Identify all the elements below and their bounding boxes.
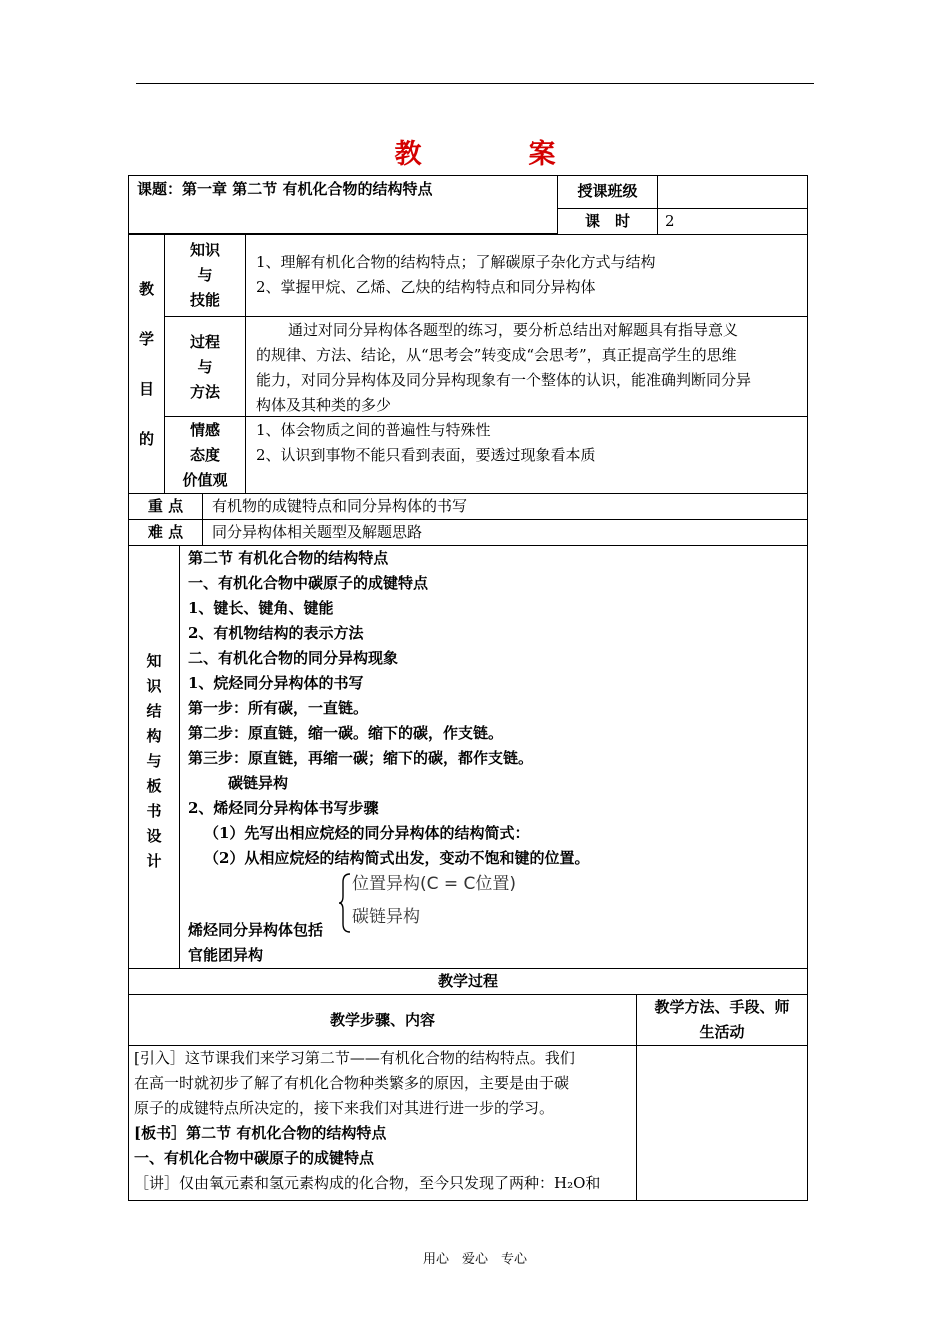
emotion-line: 1、体会物质之间的普遍性与特殊性 bbox=[256, 421, 491, 439]
intro-line: [引入］这节课我们来学习第二节——有机化合物的结构特点。我们 bbox=[134, 1049, 575, 1067]
steps-header: 教学步骤、内容 bbox=[329, 1011, 435, 1029]
key-text: 有机物的成键特点和同分异构体的书写 bbox=[212, 497, 468, 515]
page-title: 教 案 bbox=[394, 139, 596, 170]
page-footer: 用心 爱心 专心 bbox=[422, 1252, 527, 1267]
board-side-char: 书 bbox=[146, 802, 162, 820]
process-line: 的规律、方法、结论，从“思考会”转变成“会思考”，真正提高学生的思维 bbox=[256, 346, 737, 364]
alkene-includes: 烯烃同分异构体包括 bbox=[188, 921, 324, 939]
board-line: （2）从相应烷烃的结构简式出发，变动不饱和键的位置。 bbox=[204, 849, 590, 867]
hours-label: 课 时 bbox=[584, 212, 630, 230]
difficult-label: 难 点 bbox=[147, 523, 184, 541]
process-header: 教学过程 bbox=[437, 972, 498, 990]
objectives-side-char: 的 bbox=[138, 430, 154, 448]
knowledge-label: 技能 bbox=[189, 291, 220, 309]
board-line: 2、有机物结构的表示方法 bbox=[188, 624, 364, 642]
process-line: 构体及其种类的多少 bbox=[256, 396, 392, 414]
board-line: 第二节 有机化合物的结构特点 bbox=[188, 549, 389, 567]
objectives-side-cell bbox=[128, 234, 165, 494]
hours-value-cell bbox=[657, 208, 808, 235]
brace-icon bbox=[338, 872, 352, 934]
board-line: 第三步：原直链，再缩一碳；缩下的碳，都作支链。 bbox=[188, 749, 534, 767]
hours-value: 2 bbox=[665, 212, 675, 230]
board-side-char: 结 bbox=[146, 702, 162, 720]
board-side-char: 计 bbox=[146, 852, 162, 870]
process-label: 方法 bbox=[189, 383, 220, 401]
emotion-line: 2、认识到事物不能只看到表面，要透过现象看本质 bbox=[256, 446, 596, 464]
difficult-text: 同分异构体相关题型及解题思路 bbox=[212, 523, 423, 541]
board-line: 第一步：所有碳，一直链。 bbox=[188, 699, 369, 717]
intro-line: 原子的成键特点所决定的，接下来我们对其进行进一步的学习。 bbox=[134, 1099, 555, 1117]
class-label: 授课班级 bbox=[577, 182, 638, 200]
board-line: 2、烯烃同分异构体书写步骤 bbox=[188, 799, 379, 817]
emotion-label: 态度 bbox=[189, 446, 220, 464]
board-line: （1）先写出相应烷烃的同分异构体的结构简式： bbox=[204, 824, 530, 842]
emotion-label: 价值观 bbox=[182, 471, 228, 489]
methods-header: 生活动 bbox=[699, 1023, 745, 1041]
class-value-cell bbox=[657, 175, 808, 209]
objectives-side-char: 目 bbox=[138, 380, 154, 398]
board-side-char: 知 bbox=[146, 652, 162, 670]
knowledge-label: 与 bbox=[197, 266, 213, 284]
process-line: 通过对同分异构体各题型的练习，要分析总结出对解题具有指导意义 bbox=[288, 321, 739, 339]
header-rule bbox=[136, 83, 814, 84]
process-label: 与 bbox=[197, 358, 213, 376]
brace-item-chain: 碳链异构 bbox=[352, 907, 420, 927]
board-side-char: 板 bbox=[146, 777, 162, 795]
lecture-line: ［讲］仅由氧元素和氢元素构成的化合物，至今只发现了两种：H₂O和 bbox=[134, 1174, 601, 1192]
board-side-char: 识 bbox=[146, 677, 162, 695]
board-line: 1、键长、键角、键能 bbox=[188, 599, 334, 617]
process-label: 过程 bbox=[189, 333, 220, 351]
intro-line: 在高一时就初步了解了有机化合物种类繁多的原因，主要是由于碳 bbox=[134, 1074, 570, 1092]
methods-content-cell bbox=[636, 1045, 808, 1201]
board-line: 一、有机化合物中碳原子的成键特点 bbox=[188, 574, 429, 592]
key-label: 重 点 bbox=[147, 497, 184, 515]
board-side-char: 构 bbox=[146, 727, 162, 745]
section-one: 一、有机化合物中碳原子的成键特点 bbox=[134, 1149, 375, 1167]
brace-item-position: 位置异构(C = C位置) bbox=[352, 874, 517, 894]
board-line: 碳链异构 bbox=[228, 774, 289, 792]
process-line: 能力，对同分异构体及同分异构现象有一个整体的认识，能准确判断同分异 bbox=[256, 371, 752, 389]
course-title: 课题：第一章 第二节 有机化合物的结构特点 bbox=[137, 180, 433, 198]
functional-isomer: 官能团异构 bbox=[188, 946, 264, 964]
board-side-char: 设 bbox=[146, 827, 162, 845]
objectives-side-char: 教 bbox=[138, 280, 154, 298]
board-line: 1、烷烃同分异构体的书写 bbox=[188, 674, 364, 692]
board-line: 第二步：原直链，缩一碳。缩下的碳，作支链。 bbox=[188, 724, 504, 742]
board-tag: [板书］第二节 有机化合物的结构特点 bbox=[134, 1124, 387, 1142]
objectives-side-char: 学 bbox=[138, 330, 154, 348]
board-line: 二、有机化合物的同分异构现象 bbox=[188, 649, 399, 667]
knowledge-line: 1、理解有机化合物的结构特点；了解碳原子杂化方式与结构 bbox=[256, 253, 656, 271]
methods-header: 教学方法、手段、师 bbox=[654, 998, 790, 1016]
knowledge-line: 2、掌握甲烷、乙烯、乙炔的结构特点和同分异构体 bbox=[256, 278, 596, 296]
board-side-char: 与 bbox=[146, 752, 162, 770]
knowledge-label: 知识 bbox=[189, 241, 220, 259]
emotion-label: 情感 bbox=[189, 421, 220, 439]
